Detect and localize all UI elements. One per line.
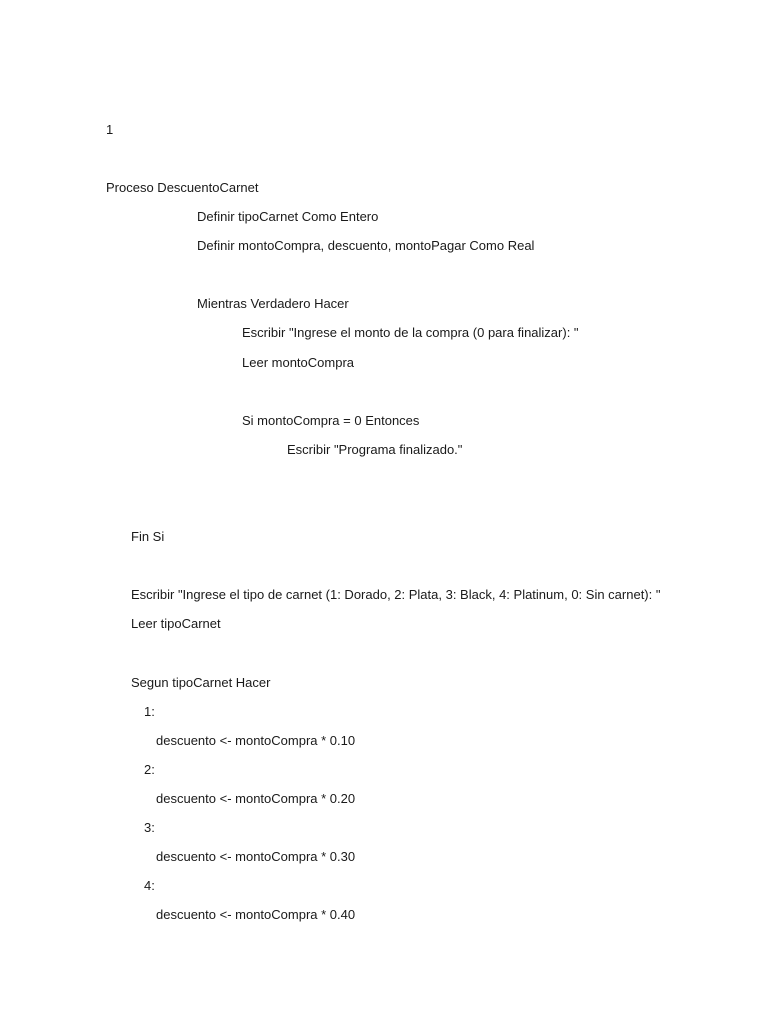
- page-number: 1: [106, 122, 114, 137]
- code-line-caso-2: 2:: [144, 762, 155, 777]
- code-line-fin-si: Fin Si: [131, 529, 165, 544]
- code-line-descuento-4: descuento <- montoCompra * 0.40: [156, 907, 356, 922]
- code-line-descuento-2: descuento <- montoCompra * 0.20: [156, 791, 356, 806]
- code-line-caso-4: 4:: [144, 878, 155, 893]
- code-line-segun: Segun tipoCarnet Hacer: [131, 675, 271, 690]
- code-line-escribir-tipo: Escribir "Ingrese el tipo de carnet (1: Dorado, 2: Plata, 3: Black, 4: Platinum, 0: Sin carnet): ": [131, 587, 661, 602]
- code-line-leer-monto: Leer montoCompra: [242, 355, 354, 370]
- code-line-definir-montos: Definir montoCompra, descuento, montoPagar Como Real: [197, 238, 535, 253]
- code-line-si-monto: Si montoCompra = 0 Entonces: [242, 413, 420, 428]
- code-line-definir-tipo: Definir tipoCarnet Como Entero: [197, 209, 379, 224]
- code-line-descuento-3: descuento <- montoCompra * 0.30: [156, 849, 356, 864]
- code-line-escribir-fin: Escribir "Programa finalizado.": [287, 442, 463, 457]
- code-line-proceso: Proceso DescuentoCarnet: [106, 180, 259, 195]
- code-line-descuento-1: descuento <- montoCompra * 0.10: [156, 733, 356, 748]
- code-line-caso-3: 3:: [144, 820, 155, 835]
- code-line-escribir-monto: Escribir "Ingrese el monto de la compra (0 para finalizar): ": [242, 325, 579, 340]
- code-line-leer-tipo: Leer tipoCarnet: [131, 616, 221, 631]
- code-line-caso-1: 1:: [144, 704, 155, 719]
- code-line-mientras: Mientras Verdadero Hacer: [197, 296, 349, 311]
